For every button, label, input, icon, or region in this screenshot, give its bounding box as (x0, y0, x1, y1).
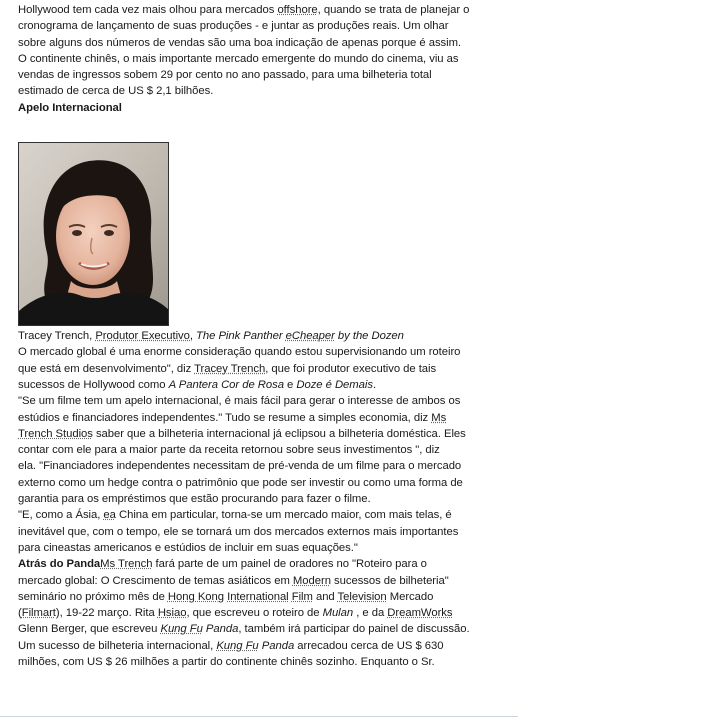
subheading: Atrás do Panda (18, 558, 101, 571)
body-line: milhões, com US $ 26 milhões a partir do continente chinês sozinho. Enquanto o Sr. (18, 656, 435, 669)
film-title: Panda (258, 639, 295, 652)
intro-line-3: sobre alguns dos números de vendas são uma boa indicação de apenas porque é assim. (18, 36, 462, 49)
body-text: China em particular, torna-se um mercado maior, com mais telas, é (115, 509, 452, 522)
body-text: arrecadou cerca de US $ 630 (294, 639, 444, 652)
film-title: Mulan (322, 607, 354, 620)
event-name: Filmart (21, 607, 56, 620)
portrait-photo (18, 142, 169, 326)
intro-line-6: estimado de cerca de US $ 2,1 bilhões. (18, 85, 214, 98)
body-text: fará parte de um painel de oradores no "Roteiro para o (152, 558, 427, 571)
body-text: ( (18, 607, 22, 620)
body-text: Glenn Berger, que escreveu (18, 623, 161, 636)
body-line (18, 621, 518, 637)
event-name: Television (337, 590, 387, 603)
body-text: seminário no próximo mês de (18, 590, 168, 603)
person-name: Ms Trench (100, 558, 153, 571)
body-text: , e da (353, 607, 388, 620)
event-name: Film (291, 590, 313, 603)
intro-text: , quando se trata de planejar o (317, 4, 470, 16)
film-title: A Pantera Cor de Rosa (168, 378, 284, 391)
studio-name: Trench Studios (18, 427, 93, 440)
body-line: externo como um hedge contra o patrimônio que pode ser investir ou como uma forma de (18, 476, 463, 489)
film-title: Kung Fu (216, 639, 259, 652)
body-text: Modern (292, 574, 331, 587)
caption-film: The Pink Panther (192, 330, 286, 343)
intro-text: Hollywood tem cada vez mais olhou para mercados (18, 4, 278, 16)
body-text: mercado global: O Crescimento de temas asiáticos em (18, 574, 293, 587)
offshore-term: offshore (277, 4, 318, 16)
body-text: . (372, 378, 377, 391)
body-line (18, 377, 518, 393)
film-title: Kung Fu (160, 623, 203, 636)
intro-line-1 (18, 2, 518, 18)
body-text: "E, como a Ásia, (18, 509, 104, 522)
body-line (18, 426, 518, 442)
intro-line-2: cronograma de lançamento de suas produções - e juntar as produções reais. Um olhar (18, 20, 449, 33)
body-text: sucessos de bilheteria" (330, 574, 449, 587)
body-line: garantia para os empréstimos que estão procurando para fazer o filme. (18, 493, 371, 506)
body-text: , que foi produtor executivo de tais (265, 362, 437, 375)
body-text: e (283, 378, 297, 391)
body-text: Um sucesso de bilheteria internacional, (18, 639, 217, 652)
caption-film: by the Dozen (334, 330, 404, 343)
body-line (18, 605, 518, 621)
body-line (18, 589, 518, 605)
body-text: , que escreveu o roteiro de (186, 607, 323, 620)
body-line (18, 507, 518, 523)
body-line: para cineastas americanos e estúdios de incluir em suas equações." (18, 541, 358, 554)
section-heading: Apelo Internacional (18, 101, 122, 114)
portrait-image (19, 143, 169, 326)
body-line: inevitável que, com o tempo, ele se tornará um dos mercados externos mais importantes (18, 525, 459, 538)
article (18, 2, 518, 670)
person-name: Hsiao (157, 607, 187, 620)
body-text: ), 19-22 março. Rita (55, 607, 158, 620)
body-text: estúdios e financiadores independentes." Tudo se resume a simples economia, diz (18, 411, 432, 424)
body-text: and (312, 590, 338, 603)
place-name: Hong Kong (167, 590, 225, 603)
caption-film: eCheaper (285, 330, 335, 343)
body-line (18, 361, 518, 377)
body-line: ela. "Financiadores independentes necessitam de pré-venda de um filme para o mercado (18, 460, 462, 473)
caption-name: Tracey Trench, (18, 330, 96, 343)
person-name: Tracey Trench (194, 362, 266, 375)
body-text: Mercado (386, 590, 434, 603)
body-text: ea (103, 509, 116, 522)
studio-name: DreamWorks (387, 607, 453, 620)
film-title: Doze é Demais (296, 378, 373, 391)
body-line (18, 410, 518, 426)
body-line: O mercado global é uma enorme consideração quando estou supervisionando um roteiro (18, 346, 461, 359)
caption-role: Produtor Executivo, (95, 330, 193, 343)
body-text: que está em desenvolvimento", diz (18, 362, 195, 375)
event-name: International (227, 590, 289, 603)
body-line: "Se um filme tem um apelo internacional, é mais fácil para gerar o interesse de ambos os (18, 395, 461, 408)
page-bottom-divider (0, 716, 518, 717)
body-text: , também irá participar do painel de discussão. (238, 623, 470, 636)
body-text: sucessos de Hollywood como (18, 378, 169, 391)
body-line (18, 638, 518, 654)
intro-line-4: O continente chinês, o mais importante mercado emergente do mundo do cinema, viu as (18, 52, 459, 65)
film-title: Panda (202, 623, 239, 636)
photo-caption (18, 328, 518, 344)
body-text: saber que a bilheteria internacional já eclipsou a bilheteria doméstica. Eles (92, 427, 466, 440)
body-line: contar com ele para a maior parte da receita retornou sobre seus investimentos ", diz (18, 444, 440, 457)
body-line (18, 556, 518, 572)
person-title: Ms (431, 411, 447, 424)
body-line (18, 573, 518, 589)
intro-line-5: vendas de ingressos sobem 29 por cento no ano passado, para uma bilheteria total (18, 69, 432, 82)
